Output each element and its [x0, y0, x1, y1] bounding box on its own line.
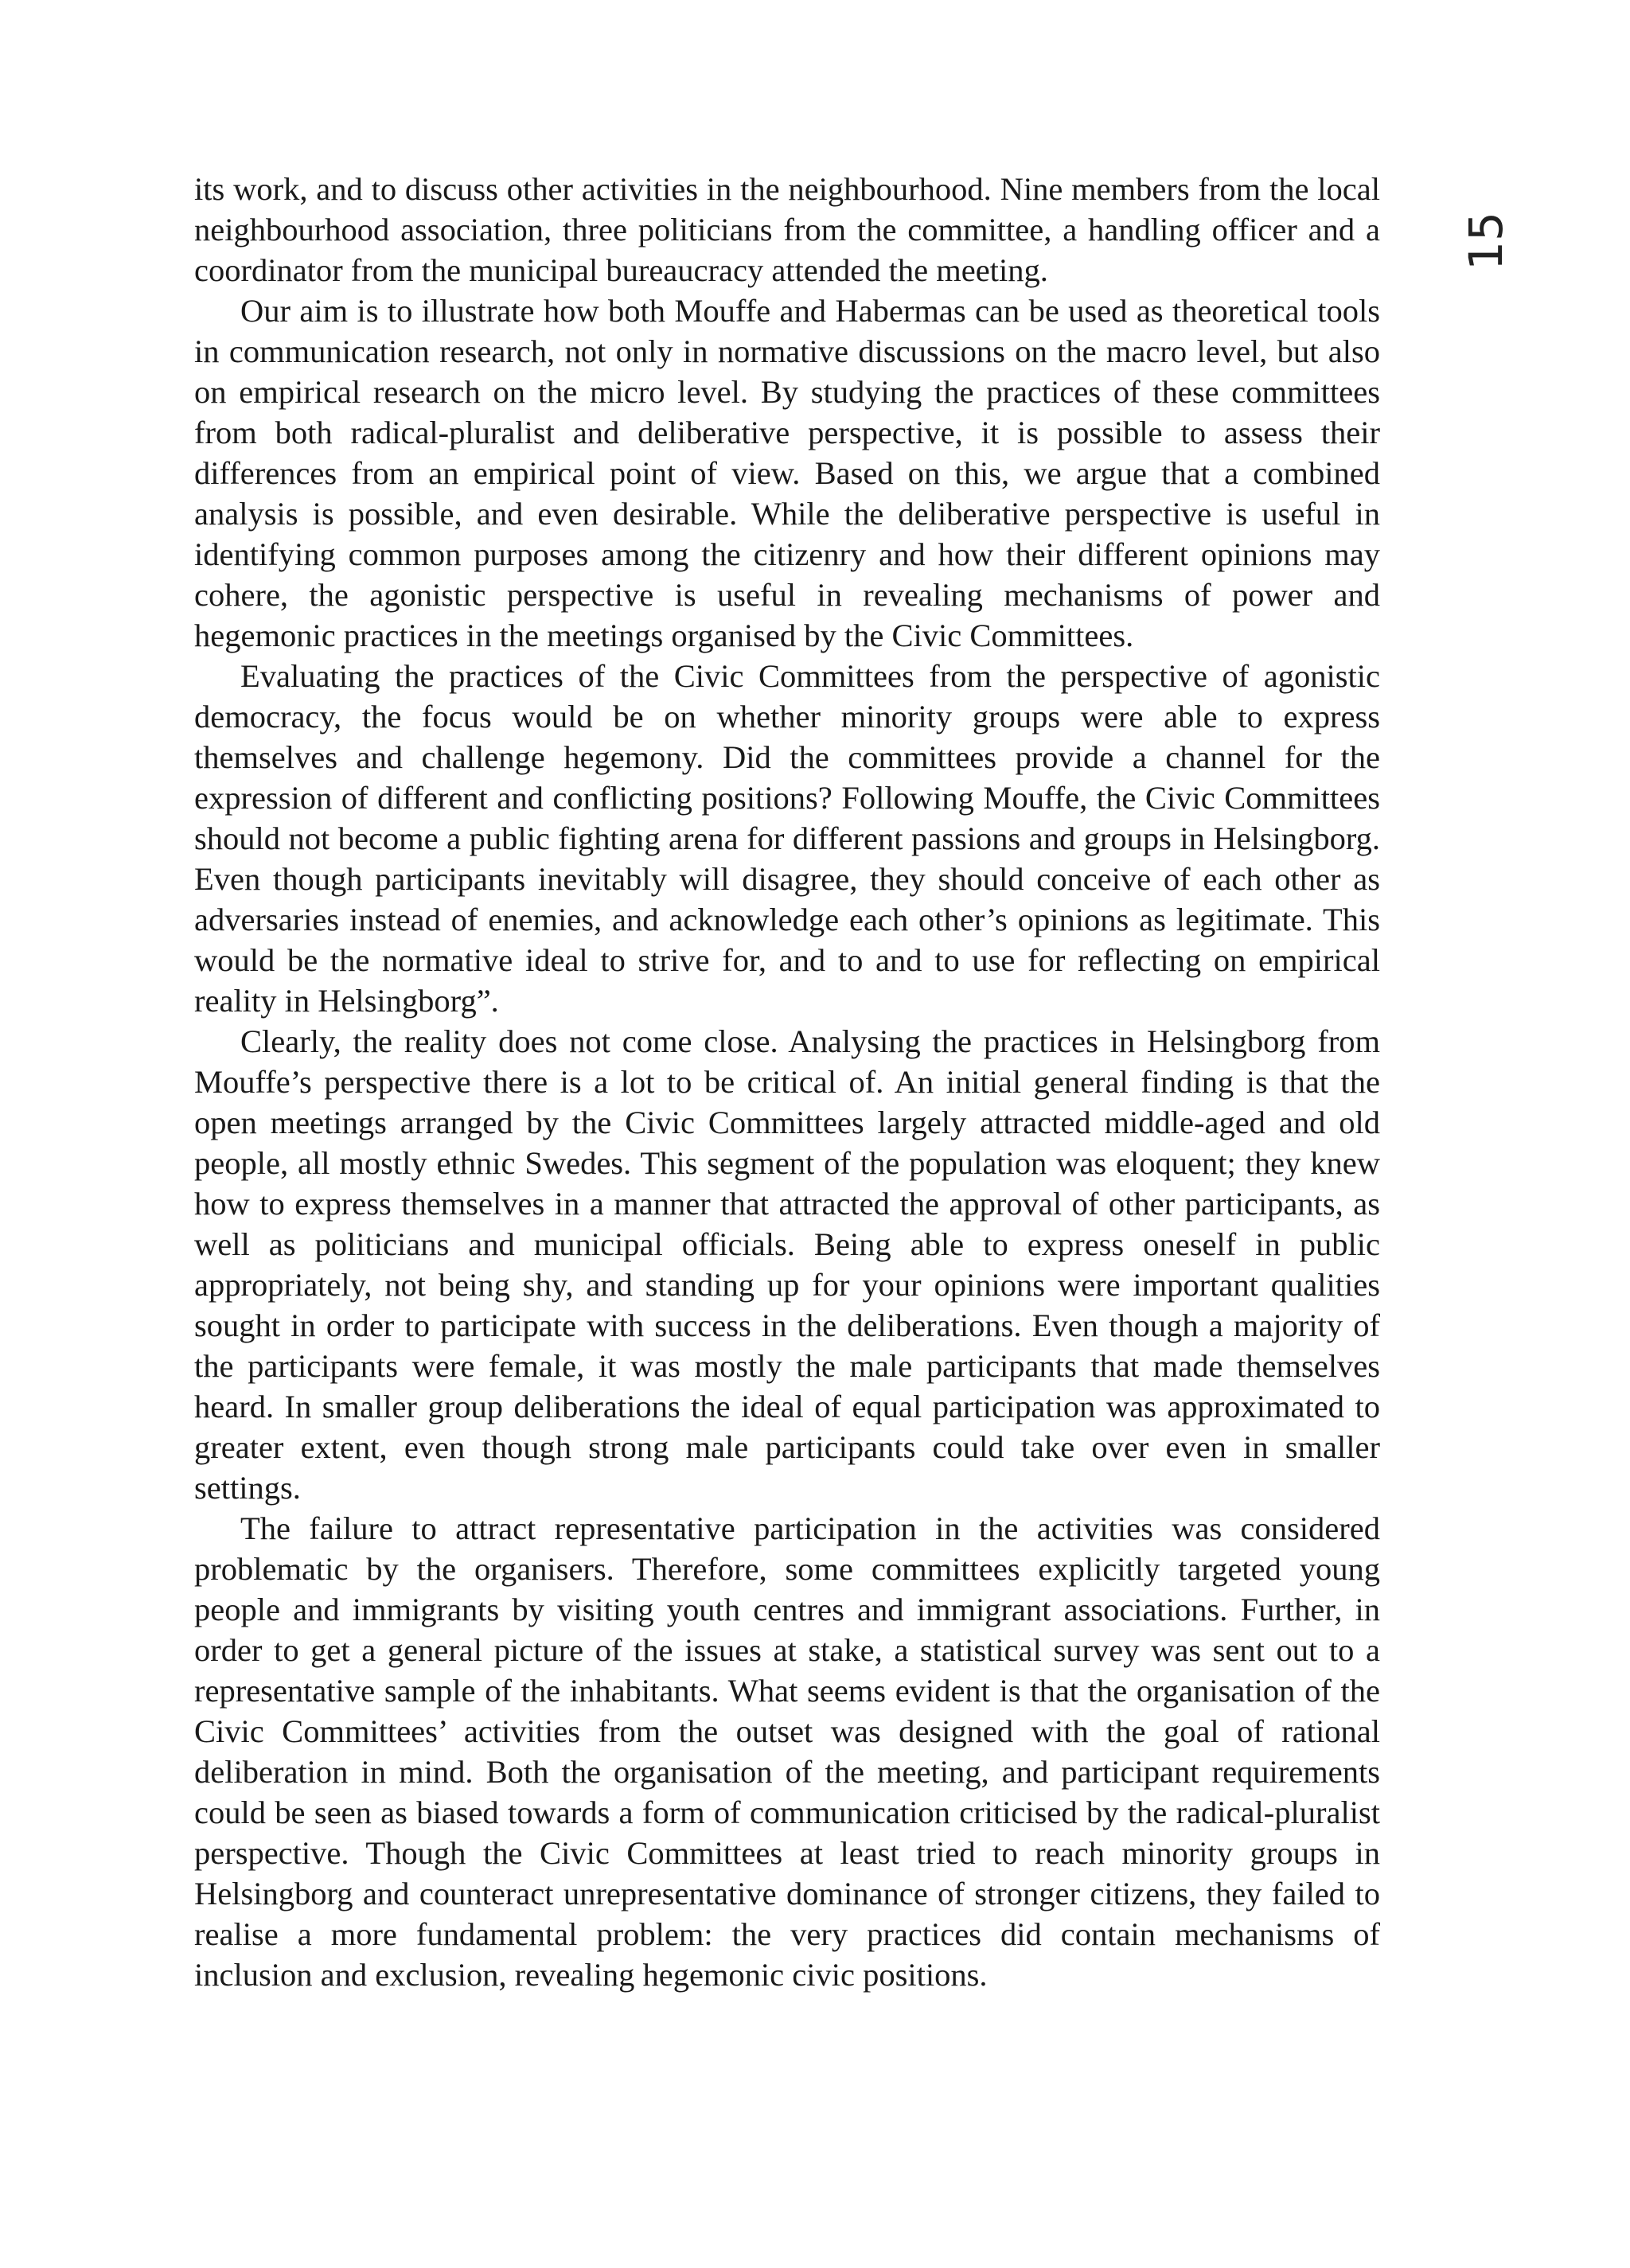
paragraph-1: its work, and to discuss other activities in the neighbourhood. Nine members from the local neighbourhood association, three politicians from the committee, a handling officer and a coordinator from the municipal bureaucracy attended the meeting. — [194, 171, 1380, 288]
body-text — [194, 169, 1380, 1995]
paragraph-3: Evaluating the practices of the Civic Committees from the perspective of agonistic democracy, the focus would be on whether minority groups were able to express themselves and challenge hegemony. Did the committees provide a channel for the expression of different and conflicting positions? Following Mouffe, the Civic Committees should not become a public fighting arena for different passions and groups in Helsingborg. Even though participants inevitably will disagree, they should conceive of each other as adversaries instead of enemies, and acknowledge each other’s opinions as legitimate. This would be the normative ideal to strive for, and to and to use for reflecting on empirical reality in Helsingborg”. — [194, 658, 1380, 1019]
paragraph-2: Our aim is to illustrate how both Mouffe and Habermas can be used as theoretical tools in communication research, not only in normative discussions on the macro level, but also on empirical research on the micro level. By studying the practices of these committees from both radical-pluralist and deliberative perspective, it is possible to assess their differences from an empirical point of view. Based on this, we argue that a combined analysis is possible, and even desirable. While the deliberative perspective is useful in identifying common purposes among the citizenry and how their different opinions may cohere, the agonistic perspective is useful in revealing mechanisms of power and hegemonic practices in the meetings organised by the Civic Committees. — [194, 293, 1380, 653]
paragraph-5: The failure to attract representative participation in the activities was considered problematic by the organisers. Therefore, some committees explicitly targeted young people and immigrants by visiting youth centres and immigrant associations. Further, in order to get a general picture of the issues at stake, a statistical survey was sent out to a representative sample of the inhabitants. What seems evident is that the organisation of the Civic Committees’ activities from the outset was designed with the goal of rational deliberation in mind. Both the organisation of the meeting, and participant requirements could be seen as biased towards a form of communication criticised by the radical-pluralist perspective. Though the Civic Committees at least tried to reach minority groups in Helsingborg and counteract unrepresentative dominance of stronger citizens, they failed to realise a more fundamental problem: the very practices did contain mechanisms of inclusion and exclusion, revealing hegemonic civic positions. — [194, 1510, 1380, 1993]
paragraph-4: Clearly, the reality does not come close. Analysing the practices in Helsingborg from Mouffe’s perspective there is a lot to be critical of. An initial general finding is that the open meetings arranged by the Civic Committees largely attracted middle-aged and old people, all mostly ethnic Swedes. This segment of the population was eloquent; they knew how to express themselves in a manner that attracted the approval of other participants, as well as politicians and municipal officials. Being able to express oneself in public appropriately, not being shy, and standing up for your opinions were important qualities sought in order to participate with success in the deliberations. Even though a majority of the participants were female, it was mostly the male participants that made themselves heard. In smaller group deliberations the ideal of equal participation was approximated to greater extent, even though strong male participants could take over even in smaller settings. — [194, 1023, 1380, 1506]
page-number: 15 — [1459, 212, 1513, 271]
